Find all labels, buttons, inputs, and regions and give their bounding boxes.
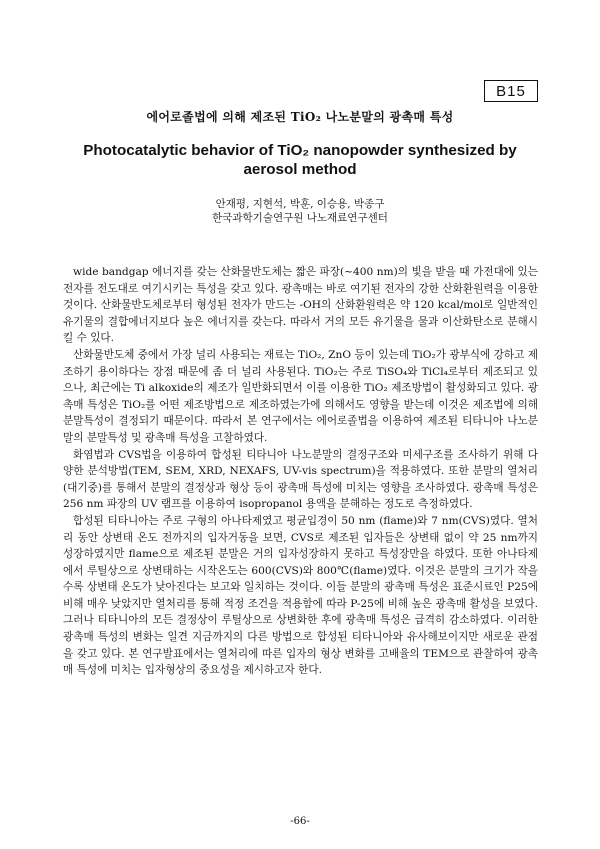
- page-number: -66-: [290, 816, 310, 827]
- english-title: Photocatalytic behavior of TiO₂ nanopowder synthesized by aerosol method: [83, 142, 517, 178]
- abstract-paragraph: 산화물반도체 중에서 가장 널리 사용되는 재료는 TiO₂, ZnO 등이 있는데 TiO₂가 광부식에 강하고 제조하기 용이하다는 장점 때문에 좀 더 널리 사용된다. TiO₂는 주로 TiSO₄와 TiCl₄로부터 제조되고 있으나, 최근에는 Ti alkoxide의 제조가 일반화되면서 이를 이용한 TiO₂ 제조방법이 활성화되고 있다. 광촉매 특성은 TiO₂를 어떤 제조방법으로 제조하였는가에 의해서도 영향을 받는데 이것은 제조법에 의해 분말특성이 결정되기 때문이다. 따라서 본 연구에서는 에어로졸법을 이용하여 제조된 티타니아 나노분말의 분말특성 및 광촉매 특성을 고찰하였다.: [63, 348, 538, 444]
- abstract-body: [63, 264, 538, 679]
- korean-title: 에어로졸법에 의해 제조된 TiO₂ 나노분말의 광촉매 특성: [146, 110, 454, 124]
- affiliation: 한국과학기술연구원 나노재료연구센터: [212, 212, 388, 224]
- abstract-paragraph: wide bandgap 에너지를 갖는 산화물반도체는 짧은 파장(~400 nm)의 빛을 받을 때 가전대에 있는 전자를 전도대로 여기시키는 특성을 갖고 있다. 광촉매는 바로 여기된 전자의 강한 산화환원력을 이용한 것이다. 산화물반도체로부터 형성된 전자가 만드는 -OH의 산화환원력은 약 120 kcal/mol로 일반적인 유기물의 결합에너지보다 높은 에너지를 갖는다. 따라서 거의 모든 유기물을 물과 이산화탄소로 분해시킬 수 있다.: [63, 266, 538, 345]
- authors: 안재평, 지현석, 박훈, 이승용, 박종구: [215, 198, 385, 210]
- session-code-box: B15: [484, 80, 538, 102]
- abstract-paragraph: 화염법과 CVS법을 이용하여 합성된 티타니아 나노분말의 결정구조와 미세구조를 조사하기 위해 다양한 분석방법(TEM, SEM, XRD, NEXAFS, UV-vis spectrum)을 적용하였다. 또한 분말의 열처리(대기중)를 통해서 분말의 결정상과 형상 등이 광촉매 특성에 미치는 영향을 조사하였다. 광촉매 특성은 256 nm 파장의 UV 램프를 이용하여 isopropanol 용액을 분해하는 정도로 측정하였다.: [63, 448, 538, 511]
- abstract-paragraph: 합성된 티타니아는 주로 구형의 아나타제였고 평균입경이 50 nm (flame)와 7 nm(CVS)였다. 열처리 동안 상변태 온도 전까지의 입자거동을 보면, CVS로 제조된 입자들은 상변태 없이 약 25 nm까지 성장하였지만 flame으로 제조된 분말은 거의 입자성장하지 못하고 특성장만을 하였다. 또한 아나타제에서 루틸상으로 상변태하는 시작온도는 600(CVS)와 800℃(flame)였다. 이것은 분말의 크기가 작을수록 상변태 온도가 낮아진다는 보고와 일치하는 것이다. 이들 분말의 광촉매 특성은 표준시료인 P25에 비해 매우 낮았지만 열처리를 통해 적정 조건을 적용함에 따라 P-25에 비해 높은 광촉매 활성을 보였다. 그러나 티타니아의 모든 결정상이 루틸상으로 상변화한 후에 광촉매 특성은 급격히 감소하였다. 이러한 광촉매 특성의 변화는 일견 지금까지의 다른 방법으로 합성된 티타니아와 유사해보이지만 새로운 관점을 갖고 있다. 본 연구발표에서는 열처리에 따른 입자의 형상 변화를 고배율의 TEM으로 관찰하여 광촉매 특성에 미치는 입자형상의 중요성을 제시하고자 한다.: [63, 514, 538, 677]
